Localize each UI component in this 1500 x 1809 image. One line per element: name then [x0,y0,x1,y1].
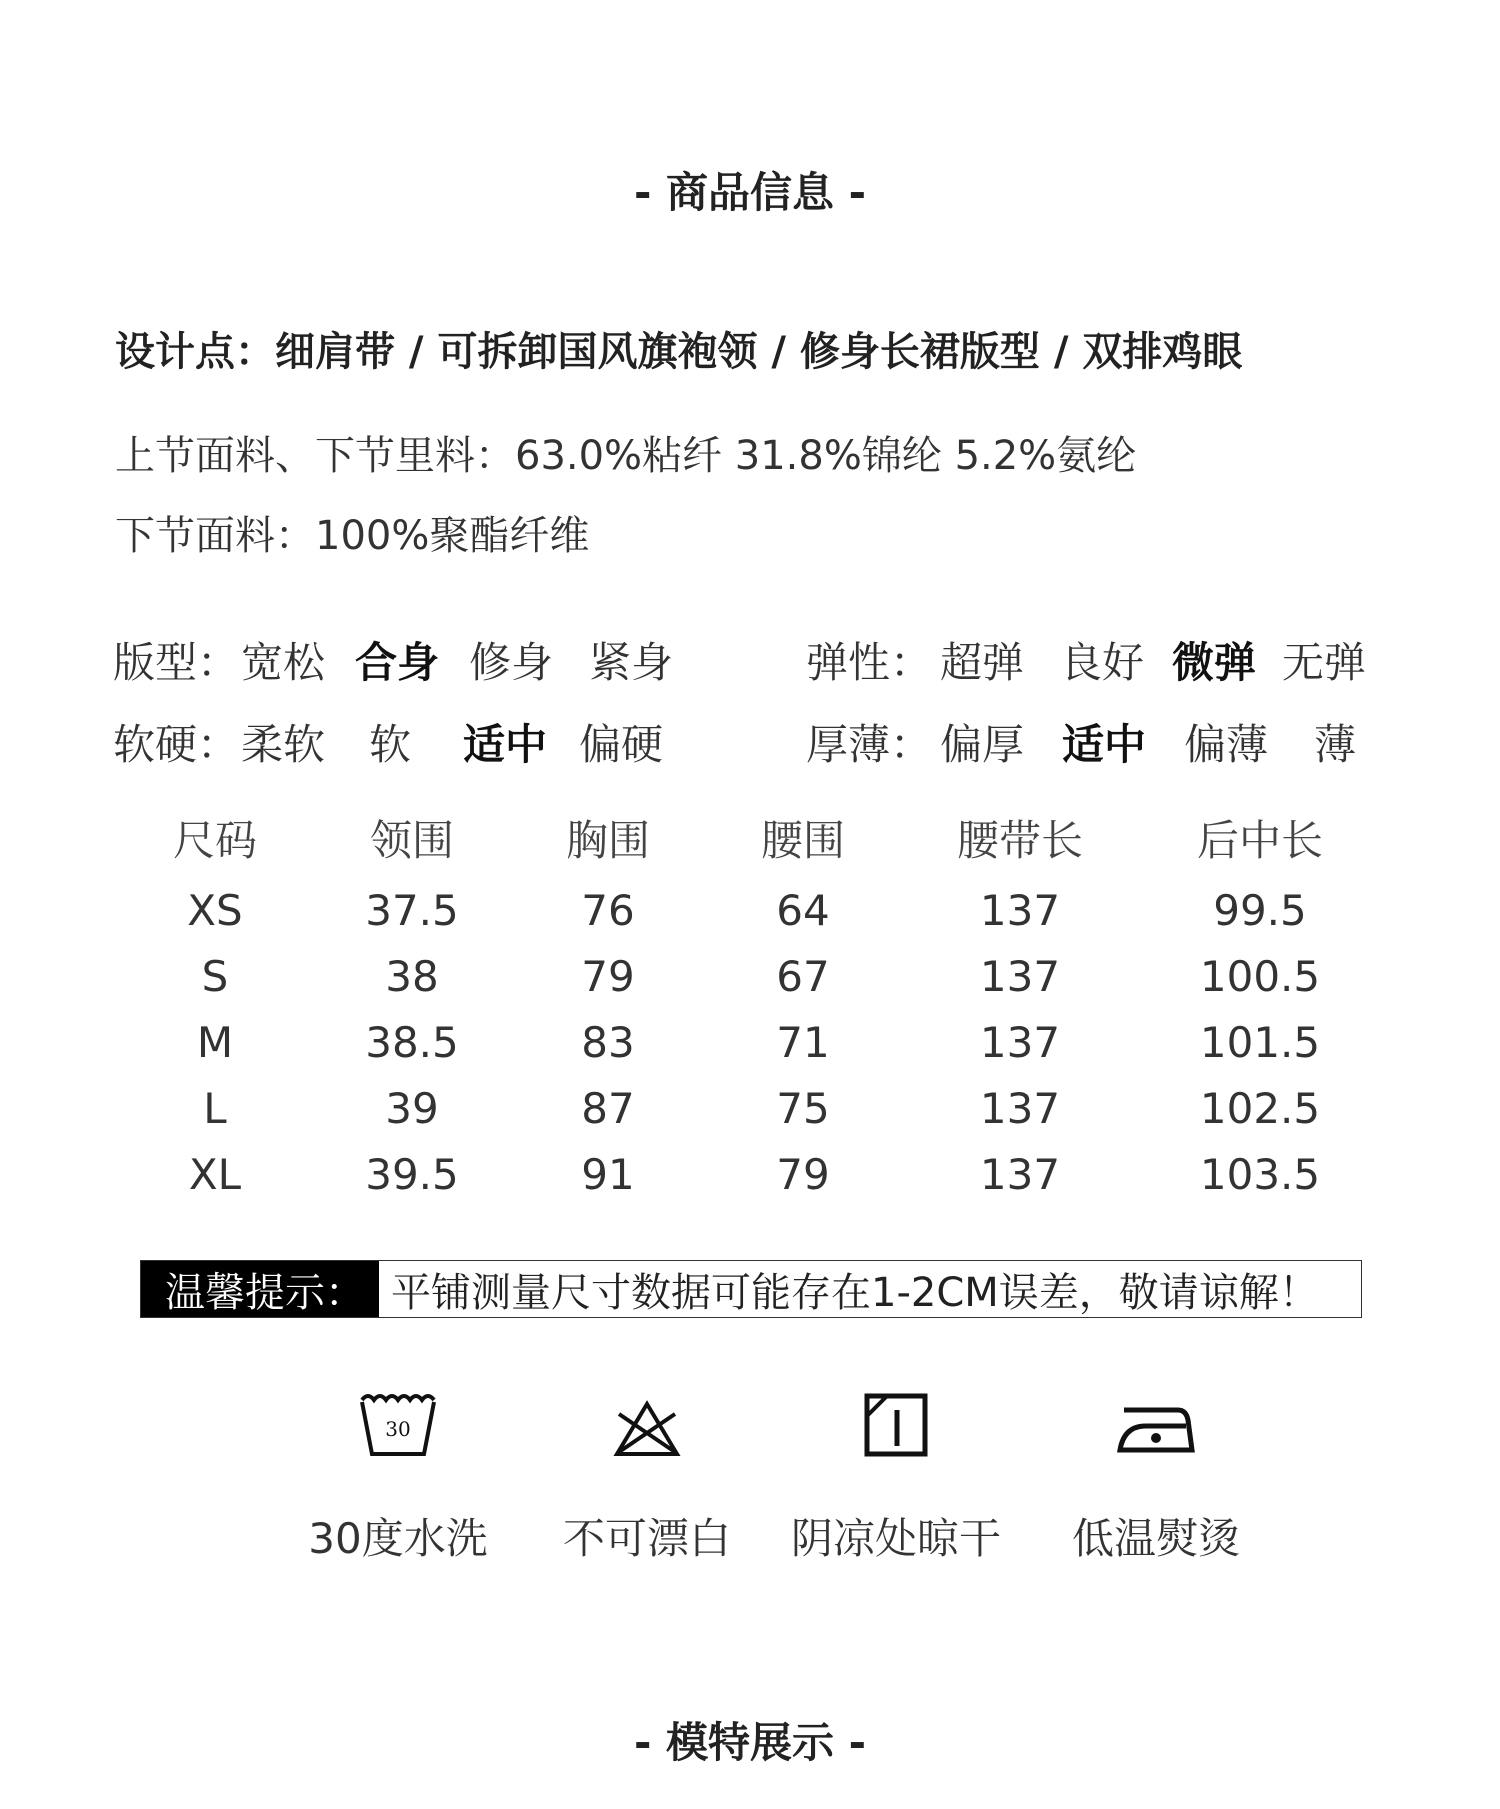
thickness-option: 偏厚 [940,720,1025,769]
care-item-bleach [527,1390,767,1566]
tip-label: 温馨提示： [141,1261,379,1317]
care-label-dry: 阴凉处晾干 [790,1514,1001,1563]
cell-collar: 39 [385,1084,439,1133]
cell-belt-length: 137 [979,1084,1061,1133]
cell-bust: 91 [581,1150,635,1199]
cell-size: XL [188,1150,242,1199]
cell-waist: 75 [776,1084,830,1133]
measurement-tip [140,1260,1362,1318]
cell-waist: 67 [776,952,830,1001]
wash-temperature-text: 30 [385,1417,411,1441]
table-row [150,886,1350,952]
fabric-composition-upper: 上节面料、下节里料：63.0%粘纤 31.8%锦纶 5.2%氨纶 [115,433,1137,479]
cell-belt-length: 137 [979,1018,1061,1067]
cell-waist: 71 [776,1018,830,1067]
shade-dry-icon [859,1390,933,1464]
cell-collar: 37.5 [365,886,459,935]
softness-option: 偏硬 [579,720,664,769]
thickness-label: 厚薄： [806,720,933,769]
cell-size: S [201,952,229,1001]
header-back-length: 后中长 [1196,816,1324,865]
cell-back-length: 103.5 [1199,1150,1321,1199]
header-size: 尺码 [172,816,258,865]
cell-back-length: 100.5 [1199,952,1321,1001]
size-table [150,808,1350,1216]
tip-text: 平铺测量尺寸数据可能存在1-2CM误差，敬请谅解！ [391,1269,1319,1316]
elasticity-option: 无弹 [1282,638,1367,687]
model-show-heading: - 模特展示 - [633,1718,867,1767]
product-info-heading: - 商品信息 - [633,168,867,217]
header-belt-length: 腰带长 [956,816,1084,865]
table-row [150,1084,1350,1150]
care-item-dry [776,1390,1016,1566]
cell-size: XS [187,886,243,935]
care-item-iron [1036,1390,1276,1566]
thickness-option: 偏薄 [1184,720,1269,769]
table-row [150,1150,1350,1216]
fit-option: 修身 [469,638,554,687]
cell-collar: 38.5 [365,1018,459,1067]
low-iron-icon [1114,1390,1198,1464]
elasticity-option: 良好 [1060,638,1145,687]
table-row [150,1018,1350,1084]
softness-label: 软硬： [113,720,240,769]
size-table-header [150,808,1350,886]
care-item-wash [278,1390,518,1566]
softness-option: 柔软 [241,720,326,769]
cell-size: L [203,1084,227,1133]
design-points: 设计点：细肩带 / 可拆卸国风旗袍领 / 修身长裙版型 / 双排鸡眼 [115,329,1243,375]
cell-back-length: 101.5 [1199,1018,1321,1067]
fabric-composition-lower: 下节面料：100%聚酯纤维 [115,513,590,559]
cell-bust: 87 [581,1084,635,1133]
cell-back-length: 99.5 [1213,886,1307,935]
cell-belt-length: 137 [979,1150,1061,1199]
no-bleach-icon [605,1390,689,1464]
cell-belt-length: 137 [979,952,1061,1001]
fit-label: 版型： [113,638,240,687]
softness-option: 软 [369,720,412,769]
fit-option: 宽松 [241,638,326,687]
cell-bust: 83 [581,1018,635,1067]
elasticity-label: 弹性： [806,638,933,687]
care-label-iron: 低温熨烫 [1071,1514,1240,1563]
softness-option-selected: 适中 [463,720,548,769]
header-collar: 领围 [369,816,455,865]
cell-bust: 79 [581,952,635,1001]
table-row [150,952,1350,1018]
care-label-bleach: 不可漂白 [562,1514,731,1563]
header-waist: 腰围 [760,816,846,865]
cell-waist: 79 [776,1150,830,1199]
fit-option-selected: 合身 [355,638,440,687]
header-bust: 胸围 [565,816,651,865]
care-label-wash: 30度水洗 [308,1514,488,1563]
cell-size: M [196,1018,234,1067]
wash-30-icon [358,1390,438,1464]
elasticity-option-selected: 微弹 [1172,638,1257,687]
thickness-option: 薄 [1314,720,1357,769]
cell-bust: 76 [581,886,635,935]
elasticity-option: 超弹 [940,638,1025,687]
fit-option: 紧身 [589,638,674,687]
cell-waist: 64 [776,886,830,935]
cell-back-length: 102.5 [1199,1084,1321,1133]
cell-collar: 39.5 [365,1150,459,1199]
cell-belt-length: 137 [979,886,1061,935]
thickness-option-selected: 适中 [1062,720,1147,769]
cell-collar: 38 [385,952,439,1001]
